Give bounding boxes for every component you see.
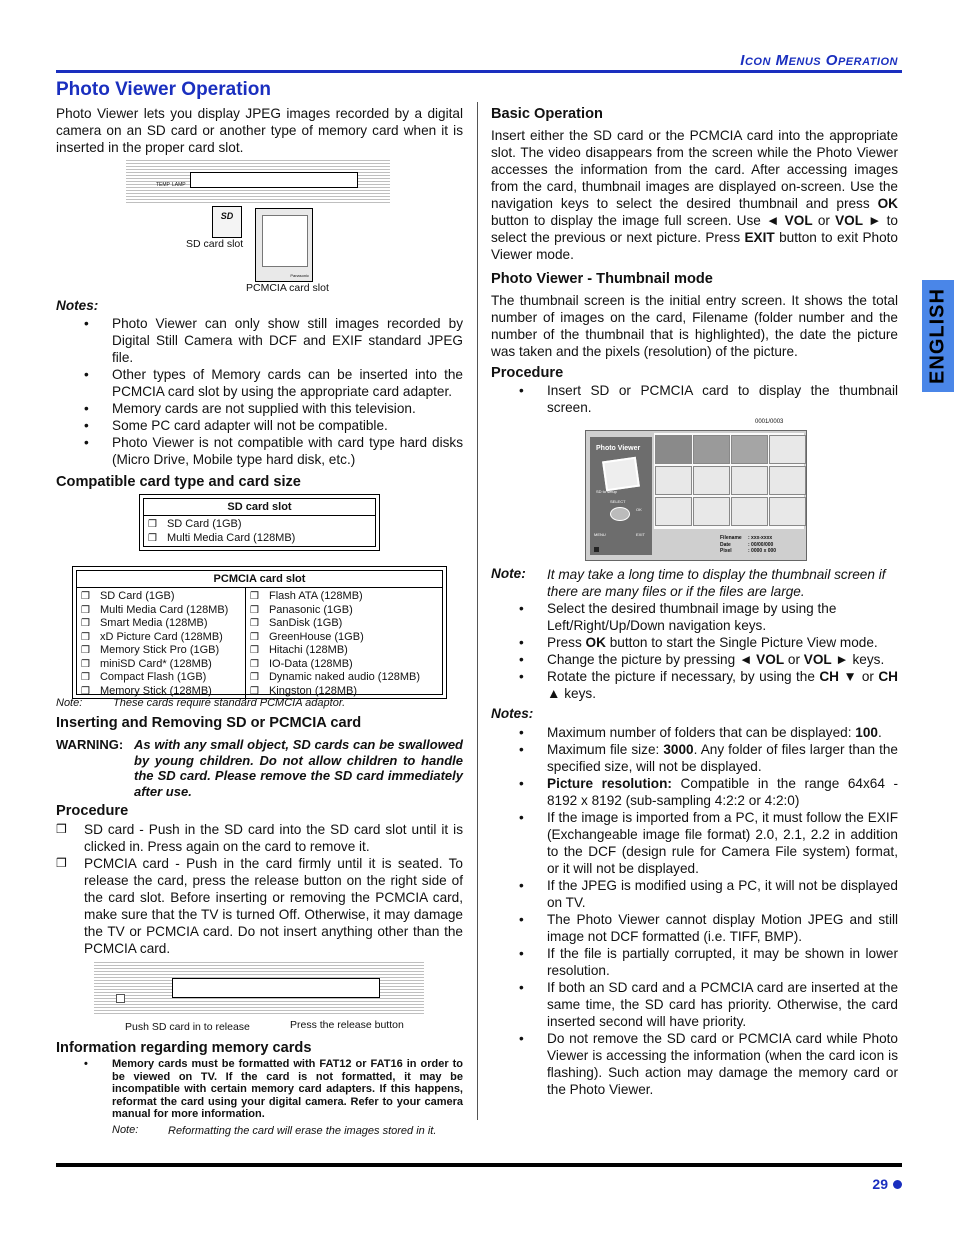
image-counter: 0001/0003 (755, 419, 784, 425)
note-label-right: Note: (491, 566, 526, 581)
table-note-label: Note: (56, 697, 83, 709)
checkbox-icon: ❒ (81, 672, 90, 683)
table-row (81, 671, 241, 685)
table-cell: Memory Stick (128MB) (99, 684, 212, 697)
filename-value: : xxx-xxxx (748, 535, 773, 541)
notes-list-right (491, 724, 898, 1098)
thumbnail-cell[interactable] (693, 435, 730, 464)
list-item: • If the JPEG is modified using a PC, it will not be displayed on TV. (491, 877, 898, 911)
sd-card-text: SD (220, 211, 234, 221)
table-cell: Hitachi (128MB) (268, 644, 348, 656)
table-cell: SanDisk (1GB) (268, 617, 343, 629)
table-row (250, 685, 420, 699)
text-run: . Any folder of files larger than the specified size, will not be displayed. (547, 742, 898, 774)
checkbox-icon: ❒ (250, 672, 259, 683)
thumbnail-cell[interactable] (731, 497, 768, 526)
procedure-heading-right: Procedure (491, 365, 564, 381)
table-cell: Dynamic naked audio (128MB) (268, 671, 420, 683)
temp-label: TEMP (156, 182, 170, 188)
thumbnail-grid (654, 433, 804, 529)
text-run: Change the picture by pressing (547, 652, 739, 667)
checkbox-icon: ❒ (81, 658, 90, 670)
checkbox-icon: ❒ (250, 604, 259, 616)
table-row (250, 671, 420, 685)
text-run: or (784, 652, 804, 667)
notes-list (56, 315, 463, 468)
footer-rule (56, 1163, 902, 1167)
navigation-pad-icon (610, 507, 630, 521)
checkbox-icon: ❒ (81, 685, 90, 697)
thumbnail-cell[interactable] (731, 466, 768, 495)
notes-heading-right: Notes: (491, 706, 534, 721)
warning-label: WARNING: (56, 737, 124, 752)
notes-heading: Notes: (56, 298, 99, 313)
pcmcia-table (76, 570, 443, 695)
text-run: button to display the image full screen. Use (491, 213, 767, 228)
table-row (81, 658, 241, 672)
checkbox-icon: ❒ (81, 591, 90, 602)
table-row (148, 518, 371, 532)
info-bullet (56, 1058, 463, 1121)
thumbnail-cell[interactable] (693, 466, 730, 495)
pcmcia-table-title: PCMCIA card slot (77, 571, 442, 588)
table-row (250, 617, 420, 631)
basic-operation-heading: Basic Operation (491, 106, 603, 122)
checkbox-icon: ❒ (56, 856, 67, 870)
table-cell: Smart Media (128MB) (99, 617, 208, 629)
pcmcia-table-frame (72, 566, 447, 699)
thumbnail-mode-heading: Photo Viewer - Thumbnail mode (491, 271, 713, 287)
table-note: These cards require standard PCMCIA adaptor. (113, 697, 346, 709)
procedure-list-right (491, 382, 898, 416)
card-status-icon (594, 547, 599, 552)
table-cell: Multi Media Card (128MB) (166, 531, 296, 544)
select-label: SELECT (610, 499, 626, 504)
page-title: Photo Viewer Operation (56, 79, 272, 100)
table-cell: Multi Media Card (128MB) (99, 603, 229, 616)
table-row (250, 590, 420, 604)
thumbnail-mode-text: The thumbnail screen is the initial entry screen. It shows the total number of images on the card, Filename (folder number and the number of the thumbnail that is highlighted), the date the picture was taken and the pixels (resolution) of the picture. (491, 293, 898, 359)
pixel-value: : 0000 x 000 (748, 548, 777, 554)
list-item (491, 651, 898, 668)
ch-down-key: CH ▼ (819, 669, 858, 684)
procedure-text: SD card - Push in the SD card into the SD card slot until it is clicked in. Press again on the card to remove it. (84, 822, 463, 854)
thumbnail-cell[interactable] (769, 435, 806, 464)
info-bullet-text: Memory cards must be formatted with FAT12 or FAT16 in order to be viewed on TV. If the card is not formatted, it may be incompatible with certain memory card adapters. If this happens, reformat the card using your digital camera. Refer to your camera manual for more information. (112, 1058, 463, 1121)
text-run: Press (547, 635, 586, 650)
ch-up-key: CH ▲ (547, 669, 898, 701)
pcmcia-brand: Panasonic (290, 273, 309, 278)
vol-left-key: ◄ VOL (738, 652, 785, 667)
photo-viewer-title: Photo Viewer (596, 445, 641, 452)
list-item (491, 775, 898, 809)
thumbnail-screen (585, 430, 807, 561)
date-label: Date (720, 541, 731, 548)
photo-icon (602, 457, 640, 491)
thumbnail-cell[interactable] (655, 497, 692, 526)
list-item (56, 821, 463, 855)
sd-setup-label: SD to setup (596, 489, 617, 494)
checkbox-icon: ❒ (250, 631, 259, 643)
tv-release-figure (94, 962, 424, 1016)
table-row (148, 532, 371, 546)
checkbox-icon: ❒ (81, 645, 90, 656)
table-row (250, 658, 420, 672)
text-run: or (857, 669, 879, 684)
list-item: • The Photo Viewer cannot display Motion JPEG and still image not DCF formatted (i.e. TIFF, BMP). (491, 911, 898, 945)
language-tab-label: ENGLISH (926, 288, 949, 384)
basic-operation-text (491, 127, 898, 263)
procedure-list-left (56, 821, 463, 957)
list-item (491, 741, 898, 775)
list-item (56, 855, 463, 957)
list-item: • If both an SD card and a PCMCIA card are inserted at the same time, the SD card has priority. Otherwise, the card inserted second will have priority. (491, 979, 898, 1030)
warning-text (56, 737, 463, 799)
text-run: button to exit Photo Viewer mode. (491, 230, 898, 262)
table-row (81, 617, 241, 631)
text-run: . (877, 725, 882, 740)
list-item (491, 668, 898, 702)
checkbox-icon: ❒ (56, 822, 67, 836)
procedure-heading-left: Procedure (56, 803, 129, 819)
table-cell: Panasonic (1GB) (268, 603, 353, 616)
vol-right-key: VOL ► (835, 213, 882, 228)
table-row (81, 631, 241, 645)
file-info-row (720, 548, 776, 555)
table-cell: SD Card (1GB) (99, 590, 175, 602)
filename-label: Filename (720, 535, 742, 541)
exit-key: EXIT (744, 230, 775, 245)
table-cell: Compact Flash (1GB) (99, 671, 207, 683)
pcmcia-card-icon (255, 208, 313, 282)
table-cell: SD Card (1GB) (166, 518, 242, 530)
sd-card-icon (212, 206, 242, 238)
thumbnail-cell[interactable] (731, 435, 768, 464)
ok-label: OK (636, 507, 642, 512)
text-run: button to start the Single Picture View mode. (605, 635, 878, 650)
text-run: 3000 (663, 742, 694, 757)
info-heading: Information regarding memory cards (56, 1040, 312, 1056)
table-cell: Flash ATA (128MB) (268, 590, 363, 602)
list-item: • Photo Viewer can only show still images recorded by Digital Still Camera with DCF and EXIF standard JPEG file. (56, 315, 463, 366)
photo-viewer-panel (590, 437, 652, 555)
checkbox-icon: ❒ (250, 645, 259, 656)
bullet-dot-icon (893, 1180, 902, 1189)
header-rule (56, 70, 902, 73)
note-text-right: It may take a long time to display the thumbnail screen if there are many files or if the files are large. (547, 567, 886, 599)
table-cell: miniSD Card* (128MB) (99, 657, 212, 670)
procedure-text: PCMCIA card - Push in the card firmly until it is seated. To release the card, press the release button on the right side of the card slot. Before inserting or removing the PCMCIA card, make sure that the TV is turned Off. Otherwise, it may damage the TV or PCMCIA card. Do not insert anything other than the PCMCIA card. (84, 856, 463, 956)
info-note: Reformatting the card will erase the images stored in it. (168, 1125, 437, 1137)
exit-label: EXIT (636, 532, 645, 537)
thumbnail-cell[interactable] (655, 435, 692, 464)
push-sd-caption: Push SD card in to release (125, 1021, 250, 1033)
insert-heading: Inserting and Removing SD or PCMCIA card (56, 715, 362, 731)
text-run: Compatible in the range 64x64 - 8192 x 8192 (sub-sampling 4:2:2 or 4:2:0) (547, 776, 898, 808)
sd-card-slot-caption: SD card slot (186, 238, 244, 250)
list-item: • Photo Viewer is not compatible with card type hard disks (Micro Drive, Mobile type hard disk, etc.) (56, 434, 463, 468)
intro-paragraph: Photo Viewer lets you display JPEG images recorded by a digital camera on an SD card or another type of memory card when it is inserted in the proper card slot. (56, 106, 463, 155)
text-run: Maximum file size: (547, 742, 664, 757)
bullet: • (84, 1058, 88, 1070)
column-divider (477, 102, 478, 1120)
text-run: Insert either the SD card or the PCMCIA card into the appropriate slot. The video disappears from the screen while the Photo Viewer accesses the information from the card. After accessing images from the card, thumbnail images are displayed on-screen. Use the navigation keys to select the desired thumbnail and press (491, 128, 898, 211)
text-run: Maximum number of folders that can be displayed: (547, 725, 856, 740)
thumbnail-cell[interactable] (655, 466, 692, 495)
pcmcia-column-2 (246, 588, 424, 700)
language-tab (922, 280, 954, 392)
text-run: or (812, 213, 836, 228)
checkbox-icon: ❒ (250, 591, 259, 602)
table-row (81, 685, 241, 699)
table-cell: xD Picture Card (128MB) (99, 630, 223, 643)
release-button-caption: Press the release button (290, 1019, 404, 1031)
pixel-label: Pixel (720, 548, 732, 554)
table-row (250, 604, 420, 618)
table-cell: Memory Stick Pro (1GB) (99, 644, 220, 656)
list-item: • Select the desired thumbnail image by using the Left/Right/Up/Down navigation keys. (491, 600, 898, 634)
sd-table (143, 498, 376, 547)
text-run: keys. (560, 686, 596, 701)
warning-body: As with any small object, SD cards can be swallowed by young children. Do not allow children to handle the SD card. Please remove the SD card immediately after use. (134, 737, 463, 799)
list-item (491, 724, 898, 741)
checkbox-icon: ❒ (81, 618, 90, 629)
text-run: keys. (848, 652, 885, 667)
indicator-icon (116, 994, 125, 1003)
vol-left-key: ◄ VOL (766, 213, 813, 228)
lamp-label: LAMP (172, 182, 186, 188)
compat-heading: Compatible card type and card size (56, 474, 301, 490)
card-slot (172, 978, 380, 998)
pcmcia-column-1 (77, 588, 246, 700)
tv-slot-figure (126, 160, 390, 204)
card-slot (190, 172, 358, 188)
table-cell: IO-Data (128MB) (268, 657, 353, 670)
table-cell: Kingston (128MB) (268, 684, 358, 697)
table-row (250, 631, 420, 645)
text-run: 100 (855, 725, 878, 740)
list-item: • Some PC card adapter will not be compatible. (56, 417, 463, 434)
table-cell: GreenHouse (1GB) (268, 630, 364, 643)
info-note-label: Note: (112, 1124, 139, 1136)
list-item: • Do not remove the SD card or PCMCIA card while Photo Viewer is accessing the information (when the card icon is flashing). Such action may damage the memory card or the Photo Viewer. (491, 1030, 898, 1098)
checkbox-icon: ❒ (250, 658, 259, 670)
date-value: : 00/00/000 (748, 541, 774, 548)
checkbox-icon: ❒ (81, 604, 90, 616)
list-item: • Other types of Memory cards can be inserted into the PCMCIA card slot by using the appropriate card adapter. (56, 366, 463, 400)
list-item: • Insert SD or PCMCIA card to display the thumbnail screen. (491, 382, 898, 416)
vol-right-key: VOL ► (803, 652, 849, 667)
sd-table-title: SD card slot (144, 499, 375, 516)
list-item: • Memory cards are not supplied with this television. (56, 400, 463, 417)
pcmcia-slot-caption: PCMCIA card slot (246, 282, 329, 294)
table-row (81, 644, 241, 658)
section-title: Icon Menus Operation (740, 52, 898, 69)
text-run: to select the previous or next picture. Press (491, 213, 898, 245)
list-item (491, 634, 898, 651)
ok-key: OK (585, 635, 606, 650)
checkbox-icon: ❒ (148, 519, 157, 530)
list-item: • If the file is partially corrupted, it may be shown in lower resolution. (491, 945, 898, 979)
checkbox-icon: ❒ (81, 631, 90, 643)
text-run: Rotate the picture if necessary, by using the (547, 669, 820, 684)
table-row (81, 604, 241, 618)
thumbnail-cell[interactable] (769, 497, 806, 526)
checkbox-icon: ❒ (250, 618, 259, 629)
sd-table-frame (139, 494, 380, 551)
checkbox-icon: ❒ (250, 685, 259, 697)
list-item: • If the image is imported from a PC, it must follow the EXIF (Exchangeable image file format) 2.0, 2.1, 2.2 in addition to the DCF (design rule for Camera File system) format, or it will not be displayed. (491, 809, 898, 877)
checkbox-icon: ❒ (148, 532, 157, 544)
menu-label: MENU (594, 532, 606, 537)
thumbnail-cell[interactable] (769, 466, 806, 495)
steps-list (491, 600, 898, 702)
page-number: 29 (872, 1176, 888, 1192)
thumbnail-cell[interactable] (693, 497, 730, 526)
file-info (720, 535, 776, 555)
table-row (81, 590, 241, 604)
text-run: Picture resolution: (547, 776, 672, 791)
table-row (250, 644, 420, 658)
ok-key: OK (877, 196, 898, 211)
pcmcia-label-area (262, 215, 308, 267)
